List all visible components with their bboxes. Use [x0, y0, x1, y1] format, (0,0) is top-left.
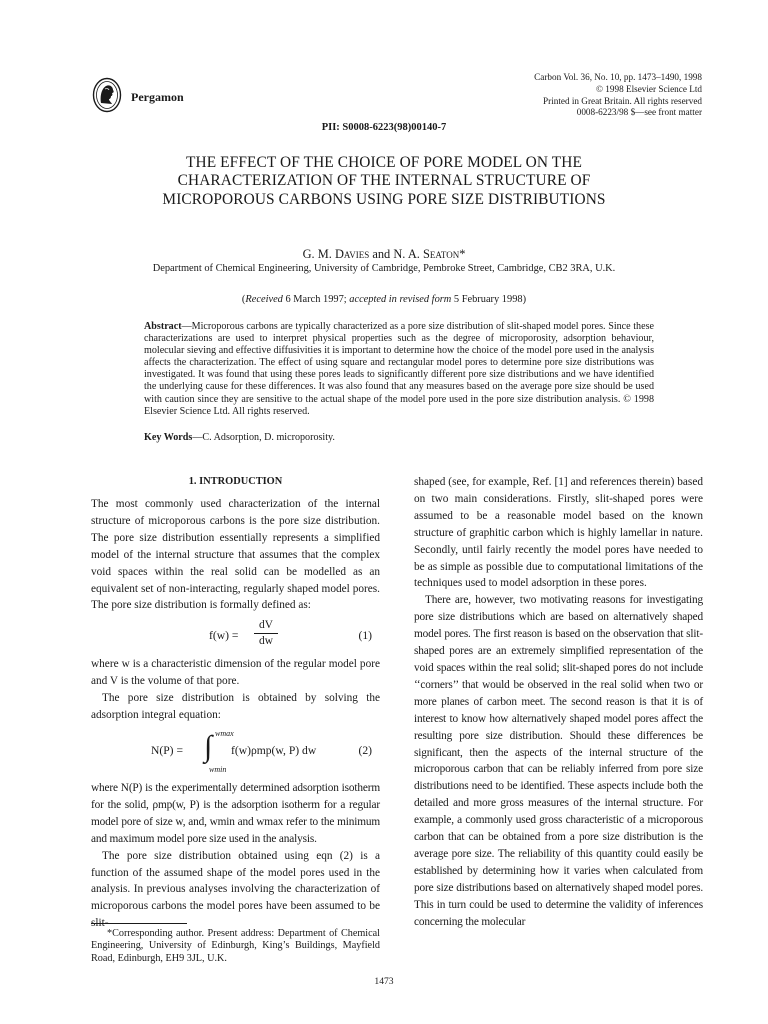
author-2-initials: N. A. — [393, 247, 423, 261]
pii-identifier: PII: S0008-6223(98)00140-7 — [321, 122, 447, 133]
publisher-name: Pergamon — [131, 90, 184, 104]
section-heading: 1. INTRODUCTION — [188, 476, 283, 487]
author-1-surname: Davies — [334, 247, 370, 261]
issn-line: 0008-6223/98 $—see front matter — [576, 107, 702, 118]
eq1-label: (1) — [358, 629, 372, 643]
abstract-label: Abstract — [144, 321, 182, 332]
abstract-text: —Microporous carbons are typically characterized as a pore size distribution of slit-shaped model pores. Since these characterizations are used to interpret physical properties such as the degree of microporosity, adsorption behaviour, molecular sieving and effective diffusivities it is important to determine how the choice of the model pore used in the analysis affects the characterization. The effect of using square and rectangular model pores to determine pore size distributions was investigated. It was found that using these pores leads to significantly different pore size distributions and we have identified the underlying cause for these differences. It was also found that any measures based on the average pore size should be used with caution since they are sensitive to the actual shape of the model pore used in the pore size distribution analysis. © 1998 Elsevier Science Ltd. All rights reserved. — [144, 321, 654, 417]
eq2-upper-limit: wmax — [215, 728, 234, 738]
affiliation: Department of Chemical Engineering, University of Cambridge, Pembroke Street, Cambridge, CB2 3RA, U.K. — [152, 263, 616, 274]
intro-paragraph-2: where w is a characteristic dimension of the regular model pore and V is the volume of that pore. — [91, 658, 380, 688]
eq1-lhs: f(w) = — [209, 629, 239, 643]
journal-info — [442, 72, 702, 119]
page-number: 1473 — [374, 976, 394, 987]
right-paragraph-2: There are, however, two motivating reasons for investigating pore size distributions which are based on alternatively shaped model pores. The first reason is based on the observation that slit-shaped pores are an extremely simplified representation of the void spaces within the real solid; slit-shaped pores do not include ‘‘corners’’ that would be observed in the real solid when two or more planes of carbon meet. The second reason is that it is of interest to know how alternatively shaped model pores affect the resulting pore size distribution. Should these differences be significant, then the aspects of the internal structure of the microporous carbon that can be reliably inferred from pore size distributions need to be identified. These aspects include both the detailed and more gross measures of the internal structure. For example, a commonly used gross characteristic of a microporous carbon that can be obtained from a pore size distribution is the average pore size. The reliability of this quantity could easily be established by determining how it varies when calculated from pore size distributions based on alternatively shaped model pores. This in turn could be used to determine the validity of inferences concerning the molecular — [414, 594, 703, 928]
received-dates — [0, 294, 768, 305]
accepted-date: 5 February 1998 — [451, 294, 523, 305]
eq2-integrand: f(w)ρmp(w, P) dw — [231, 743, 317, 757]
intro-paragraph-3: The pore size distribution is obtained by solving the adsorption integral equation: — [91, 692, 380, 722]
eq2-lhs: N(P) = — [151, 743, 183, 757]
integral-sign-icon: ∫ — [204, 729, 213, 763]
footnote: *Corresponding author. Present address: Department of Chemical Engineering, University of Edinburgh, King’s Buildings, Mayfield Road, Edinburgh, EH9 3JL, U.K. — [91, 928, 380, 964]
printed-line: Printed in Great Britain. All rights reserved — [543, 95, 702, 106]
eq1-fraction — [254, 618, 278, 649]
keywords-text: —C. Adsorption, D. microporosity. — [192, 432, 335, 443]
intro-paragraph-5: The pore size distribution obtained using eqn (2) is a function of the assumed shape of the model pores used in the analysis. In previous analyses involving the characterization of microporous carbons the model pores have been assumed to be slit- — [91, 849, 380, 930]
eq1-denominator: dw — [259, 635, 273, 648]
copyright-line: © 1998 Elsevier Science Ltd — [596, 83, 702, 94]
left-column — [91, 474, 380, 932]
author-conjunction: and — [369, 247, 394, 261]
footnote-divider — [91, 923, 187, 924]
received-date: 6 March 1997; — [282, 294, 350, 305]
received-label: Received — [245, 294, 283, 305]
author-line — [0, 247, 768, 262]
dates-open-paren: ( — [241, 294, 246, 305]
abstract — [144, 321, 654, 418]
right-paragraph-1: shaped (see, for example, Ref. [1] and references therein) based on two main considerations. Firstly, slit-shaped pores were assumed to be a reasonable model based on the known structure of graphitic carbon which is highly lamellar in nature. Secondly, until fairly recently the model pores have needed to be as simple as possible due to computational limitations of the techniques used to model adsorption in these pores. — [414, 476, 703, 590]
journal-citation: Carbon Vol. 36, No. 10, pp. 1473–1490, 1998 — [534, 72, 702, 82]
dates-close-paren: ) — [522, 294, 527, 305]
paper-title: THE EFFECT OF THE CHOICE OF PORE MODEL ON THE CHARACTERIZATION OF THE INTERNAL STRUCTURE OF MICROPOROUS CARBONS USING PORE SIZE DISTRIBUTIONS — [162, 154, 606, 208]
keywords — [144, 432, 654, 443]
author-1-initials: G. M. — [302, 247, 335, 261]
eq2-label: (2) — [358, 743, 372, 757]
eq1-numerator: dV — [254, 618, 278, 634]
intro-paragraph-4: where N(P) is the experimentally determined adsorption isotherm for the solid, ρmp(w, P) is the adsorption isotherm for a regular model pore of size w, and, wmin and wmax refer to the minimum and maximum model pore size used in the analysis. — [91, 781, 380, 845]
equation-2 — [91, 726, 380, 774]
pergamon-logo-icon — [92, 77, 122, 113]
equation-1 — [91, 618, 380, 654]
eq2-lower-limit: wmin — [209, 764, 227, 774]
intro-paragraph-1: The most commonly used characterization of the internal structure of microporous carbons is the pore size distribution. The pore size distribution essentially represents a simplified model of the internal structure that assumes that the complex void spaces within the real solid can be modelled as an equivalent set of non-interacting, regularly shaped model pores. The pore size distribution is formally defined as: — [91, 498, 380, 612]
accepted-label: accepted in revised form — [349, 294, 452, 305]
right-column — [414, 474, 703, 930]
author-2-surname: Seaton* — [422, 247, 466, 261]
keywords-label: Key Words — [144, 432, 193, 443]
